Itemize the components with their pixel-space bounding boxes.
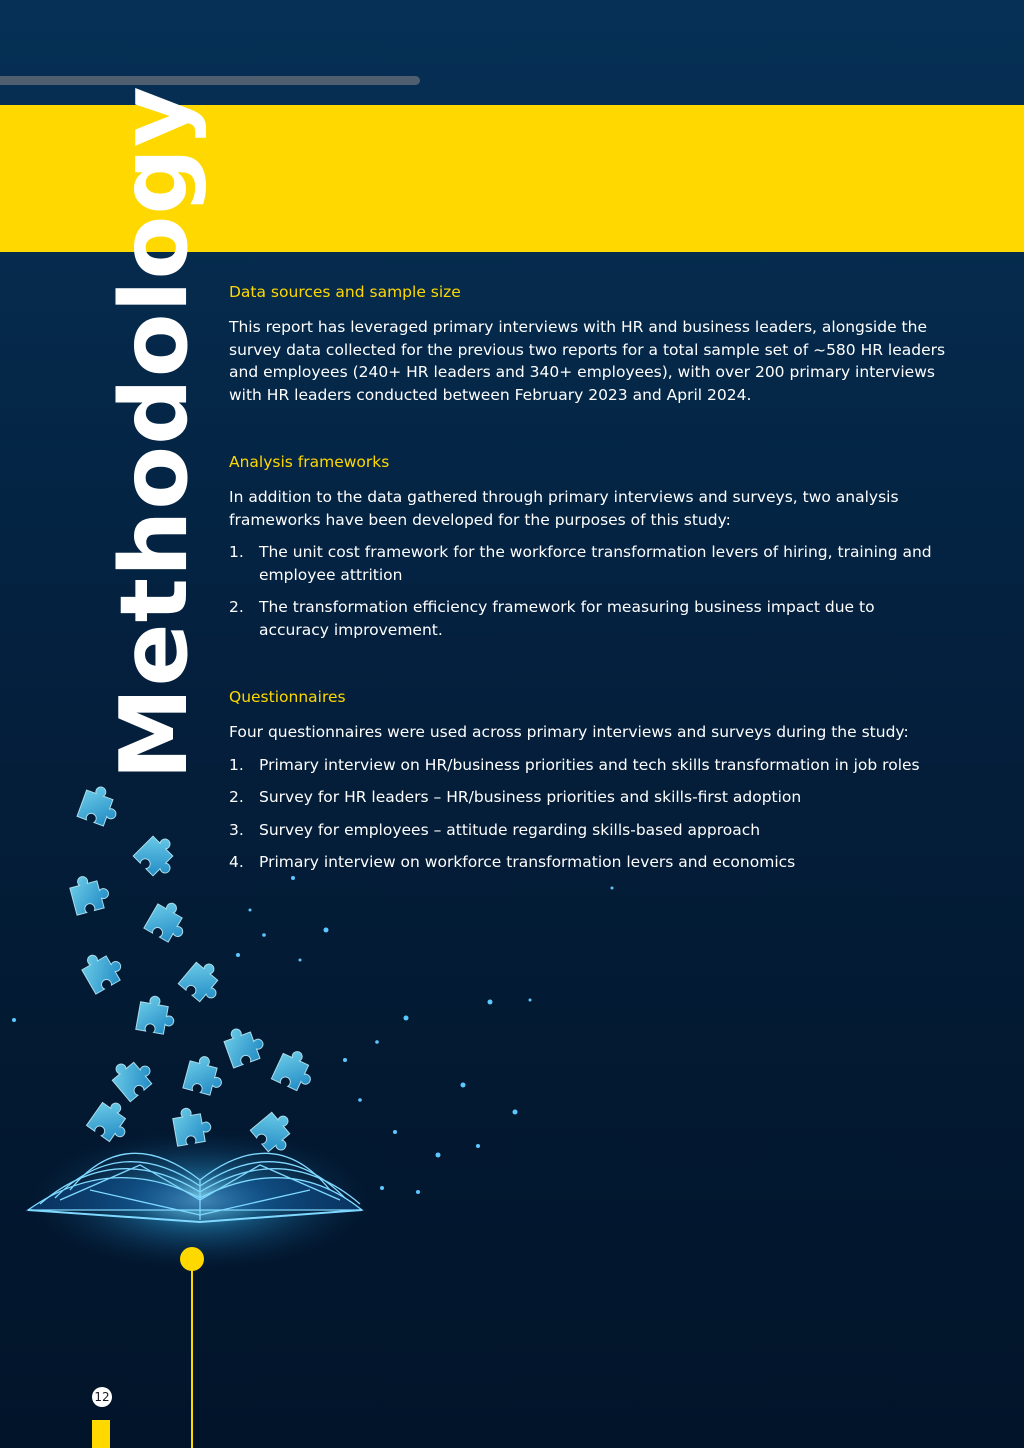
list-item xyxy=(229,786,949,809)
section-paragraph: This report has leveraged primary interviews with HR and business leaders, alongside the survey data collected for the previous two reports for a total sample set of ~580 HR leaders and employees (240+ HR leaders and 340+ employees), with over 200 primary interviews with HR leaders conducted between February 2023 and April 2024. xyxy=(229,318,946,404)
section-heading: Analysis frameworks xyxy=(229,453,390,471)
section-questionnaires xyxy=(229,685,949,874)
list-item-number: 2. xyxy=(229,598,244,616)
section-paragraph: Four questionnaires were used across primary interviews and surveys during the study: xyxy=(229,723,909,741)
list-item-number: 1. xyxy=(229,755,244,774)
list-item-text: Survey for HR leaders – HR/business priorities and skills-first adoption xyxy=(259,788,802,806)
page-tab-marker xyxy=(92,1420,110,1448)
page-number: 12 xyxy=(92,1387,112,1407)
methodology-content xyxy=(229,280,949,918)
list-item-text: Primary interview on workforce transformation levers and economics xyxy=(259,853,796,871)
section-analysis-frameworks xyxy=(229,450,949,641)
list-item-text: The transformation efficiency framework for measuring business impact due to accuracy improvement. xyxy=(259,598,875,639)
list-item xyxy=(229,596,949,641)
section-heading: Questionnaires xyxy=(229,688,346,706)
list-item xyxy=(229,851,949,874)
section-paragraph: In addition to the data gathered through primary interviews and surveys, two analysis frameworks have been developed for the purposes of this study: xyxy=(229,488,899,529)
list-item-text: The unit cost framework for the workforce transformation levers of hiring, training and employee attrition xyxy=(259,543,932,584)
section-data-sources xyxy=(229,280,949,406)
questionnaires-list xyxy=(229,754,949,874)
timeline-dot xyxy=(180,1247,204,1271)
timeline-line xyxy=(191,1270,193,1448)
frameworks-list xyxy=(229,541,949,641)
list-item-number: 3. xyxy=(229,820,244,839)
section-heading: Data sources and sample size xyxy=(229,283,461,301)
list-item xyxy=(229,754,949,777)
page-title: Methodology xyxy=(100,85,208,780)
list-item xyxy=(229,819,949,842)
list-item-number: 2. xyxy=(229,788,244,806)
list-item-text: Survey for employees – attitude regarding skills-based approach xyxy=(259,820,761,839)
list-item-number: 1. xyxy=(229,543,244,561)
list-item-number: 4. xyxy=(229,853,244,871)
top-divider xyxy=(0,76,420,85)
list-item-text: Primary interview on HR/business priorities and tech skills transformation in job roles xyxy=(259,755,920,774)
list-item xyxy=(229,541,949,586)
